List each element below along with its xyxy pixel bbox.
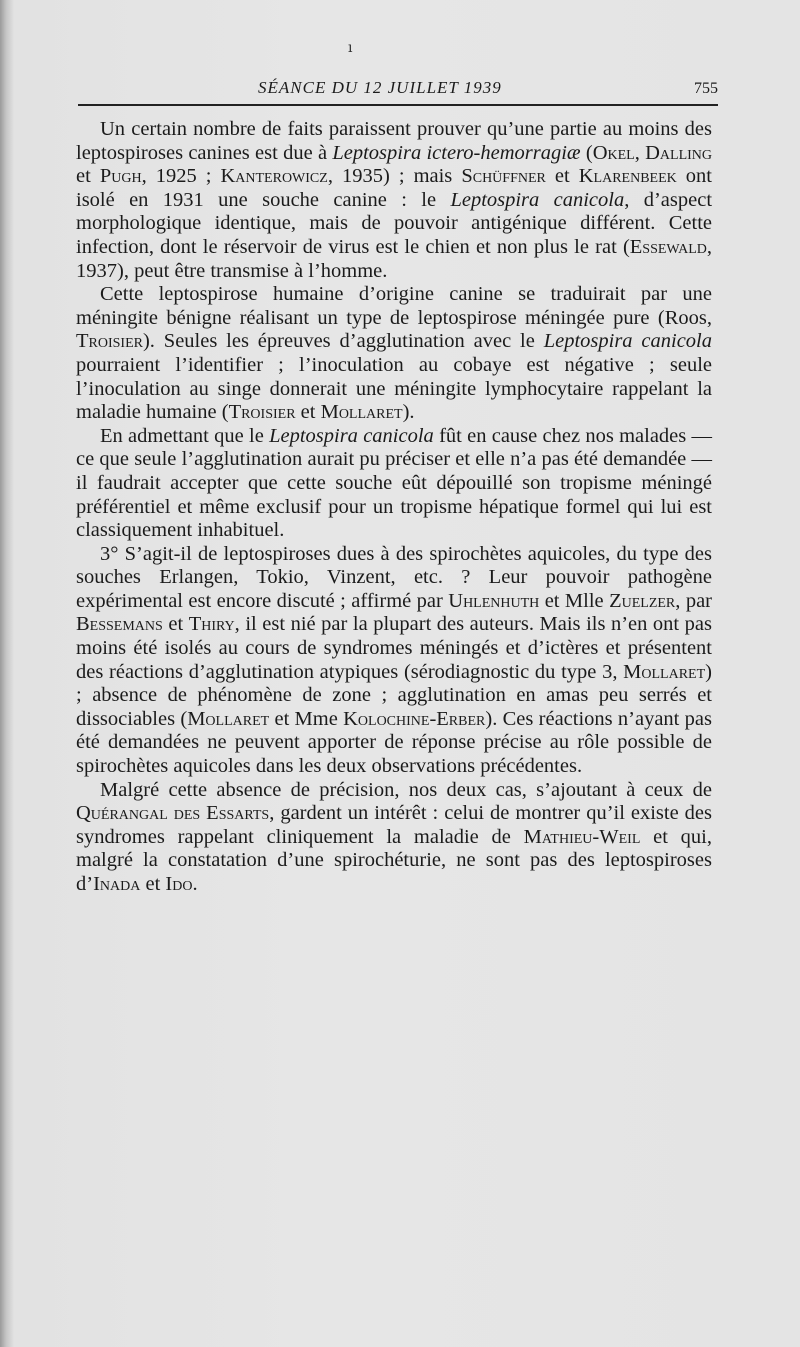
paragraph-1: Un certain nombre de faits paraissent prouver qu’une partie au moins des leptospiroses canines est due à Leptospira ictero-hemorragiæ (Okel, Dalling et Pugh, 1925 ; Kanterowicz, 1935) ; mais Schüffner et Klarenbeek ont isolé en 1931 une souche canine : le Leptospira canicola, d’aspect morphologique identique, mais de pouvoir antigénique différent. Cette infection, dont le réservoir de virus est le chien et non plus le rat (Essewald, 1937), peut être transmise à l’homme. (76, 118, 713, 282)
running-header (78, 72, 718, 102)
page-number: 755 (694, 80, 718, 97)
paragraph-2: Cette leptospirose humaine d’origine canine se traduirait par une méningite bénigne réalisant un type de leptospirose méningée pure (Roos, Troisier). Seules les épreuves d’agglutination avec le Leptospira canicola pourraient l’identifier ; l’inoculation au cobaye est négative ; seule l’inoculation au singe donnerait une méningite lymphocytaire rappelant la maladie humaine (Troisier et Mollaret). (76, 283, 712, 424)
top-mark: ı (348, 40, 353, 56)
body-text (76, 118, 712, 897)
paragraph-5: Malgré cette absence de précision, nos deux cas, s’ajoutant à ceux de Quérangal des Essarts, gardent un intérêt : celui de montrer qu’il existe des syndromes rappelant cliniquement la maladie de Mathieu-Weil et qui, malgré la constatation d’une spirochéturie, ne sont pas des leptospiroses d’Inada et Ido. (76, 778, 713, 895)
paragraph-3: En admettant que le Leptospira canicola fût en cause chez nos malades — ce que seule l’agglutination aurait pu préciser et elle n’a pas été demandée — il faudrait accepter que cette souche eût dépouillé son tropisme méningé préférentiel et même exclusif pour un tropisme hépatique formel qui lui est classiquement inhabituel. (76, 424, 713, 542)
header-title: SÉANCE DU 12 JUILLET 1939 (258, 78, 502, 97)
paragraph-4: 3° S’agit-il de leptospiroses dues à des spirochètes aquicoles, du type des souches Erlangen, Tokio, Vinzent, etc. ? Leur pouvoir pathogène expérimental est encore discuté ; affirmé par Uhlenhuth et Mlle Zuelzer, par Bessemans et Thiry, il est nié par la plupart des auteurs. Mais ils n’en ont pas moins été isolés au cours de syndromes méningés et d’ictères et présentent des réactions d’agglutination atypiques (sérodiagnostic du type 3, Mollaret) ; absence de phénomène de zone ; agglutination en amas peu serrés et dissociables (Mollaret et Mme Kolochine-Erber). Ces réactions n’ayant pas été demandées ne peuvent apporter de réponse précise au rôle possible de spirochètes aquicoles dans les deux observations précédentes. (76, 542, 712, 778)
header-rule (78, 104, 718, 106)
